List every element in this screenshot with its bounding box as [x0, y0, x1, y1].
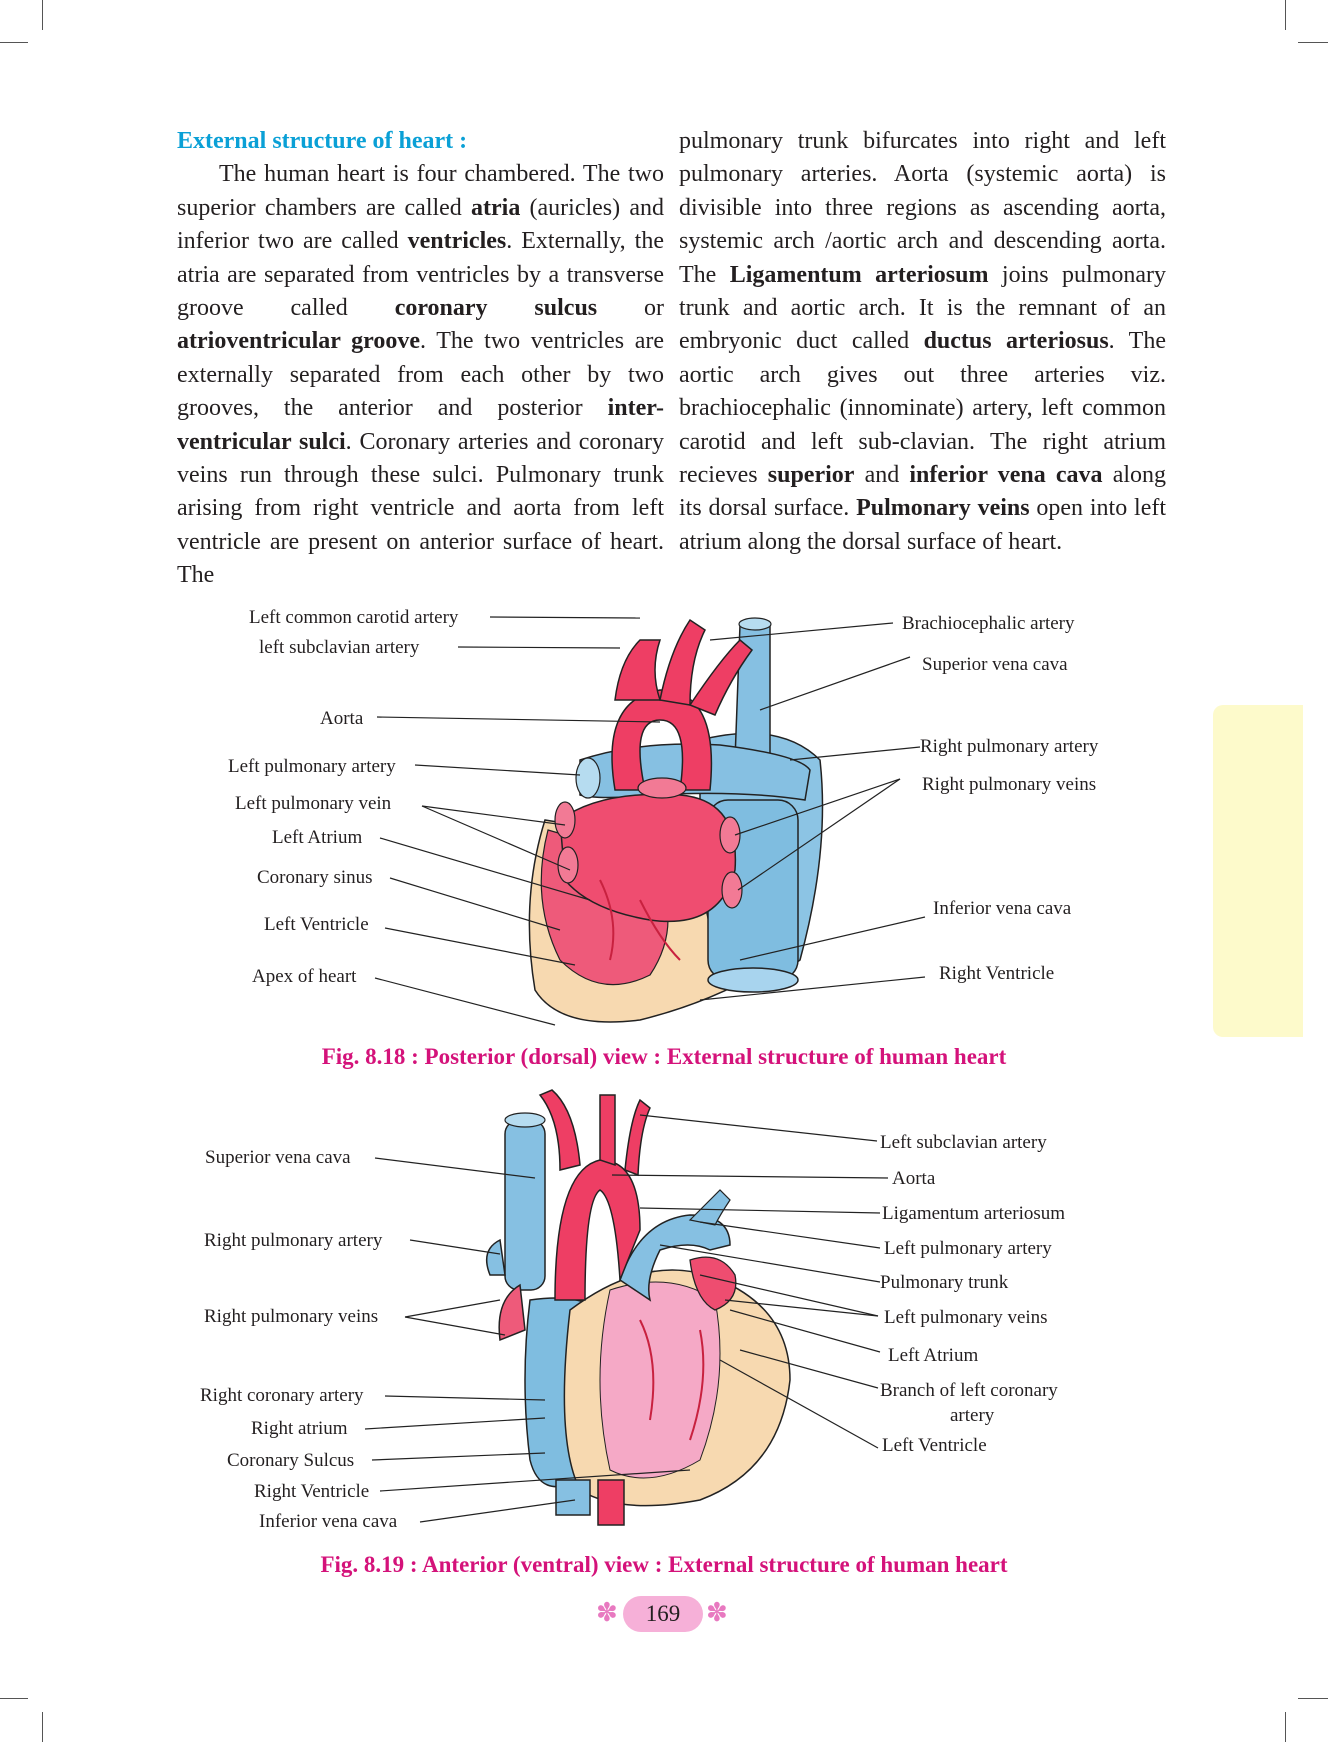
bold-term: Pulmonary veins: [856, 495, 1030, 522]
label-right-atrium: Right atrium: [251, 1418, 348, 1439]
section-heading: External structure of heart :: [177, 128, 468, 154]
label-superior-vena-cava-2: Superior vena cava: [205, 1147, 351, 1168]
label-left-common-carotid: Left common carotid artery: [249, 607, 459, 628]
bold-term: atria: [471, 194, 521, 221]
label-branch-coronary-line2: artery: [950, 1405, 995, 1426]
figure-caption-posterior: Fig. 8.18 : Posterior (dorsal) view : External structure of human heart: [321, 1044, 1007, 1069]
label-left-pulmonary-veins-2: Left pulmonary veins: [884, 1307, 1048, 1328]
label-left-subclavian-2: Left subclavian artery: [880, 1132, 1047, 1153]
label-right-ventricle: Right Ventricle: [939, 963, 1055, 984]
label-aorta: Aorta: [320, 708, 364, 729]
text-run: The human heart is four chambered. The two superior chambers are called: [177, 161, 664, 221]
text-run: . Externally, the atria are separated from ventricles by a transverse groove called: [177, 228, 664, 322]
text-run: or: [597, 295, 664, 322]
label-pulmonary-trunk: Pulmonary trunk: [880, 1272, 1009, 1293]
label-left-pulmonary-vein: Left pulmonary vein: [235, 793, 392, 814]
label-left-pulmonary-artery: Left pulmonary artery: [228, 756, 396, 777]
bold-term: ductus arteriosus: [923, 328, 1109, 355]
bold-term: ventricles: [407, 228, 507, 255]
text-run: . The two ventricles are externally separated from each other by two grooves, the anterior and posterior: [177, 328, 664, 422]
label-coronary-sulcus: Coronary Sulcus: [227, 1450, 355, 1471]
text-run: . The aortic arch gives out three arteries viz. brachiocephalic (innominate) artery, left common carotid and left sub-clavian. The right atrium recieves: [679, 328, 1166, 489]
bold-term: inferior vena cava: [909, 462, 1103, 489]
text-run: open into left atrium along the dorsal surface of heart.: [679, 495, 1167, 555]
label-left-ventricle-2: Left Ventricle: [882, 1435, 987, 1456]
label-left-pulmonary-artery-2: Left pulmonary artery: [884, 1238, 1052, 1259]
label-right-pulmonary-artery-2: Right pulmonary artery: [204, 1230, 383, 1251]
label-left-atrium-2: Left Atrium: [888, 1345, 979, 1366]
label-superior-vena-cava: Superior vena cava: [922, 654, 1068, 675]
label-apex: Apex of heart: [252, 966, 357, 987]
bold-term: coronary sulcus: [394, 295, 598, 322]
label-aorta-2: Aorta: [892, 1168, 936, 1189]
label-coronary-sinus: Coronary sinus: [257, 867, 373, 888]
text-run: . Coronary arteries and coronary veins run through these sulci. Pulmonary trunk arising from right ventricle and aorta from left ventricle are present on anterior surface of heart. The: [177, 428, 665, 589]
label-left-subclavian: left subclavian artery: [259, 637, 420, 658]
flower-ornament-icon: ✽: [706, 1598, 728, 1627]
label-right-pulmonary-veins: Right pulmonary veins: [922, 774, 1097, 795]
bold-term: inter-ventricular sulci: [177, 395, 664, 455]
label-inferior-vena-cava-2: Inferior vena cava: [259, 1511, 398, 1532]
text-run: along its dorsal surface.: [679, 462, 1167, 522]
text-run: joins pulmonary trunk and aortic arch. It is the remnant of an embryonic duct called: [679, 261, 1167, 355]
text-run: pulmonary trunk bifurcates into right and left pulmonary arteries. Aorta (systemic aorta) is divisible into three regions as ascending aorta, systemic arch /aortic arch and descending aorta. The: [679, 128, 1166, 288]
label-left-atrium: Left Atrium: [272, 827, 363, 848]
label-right-pulmonary-artery: Right pulmonary artery: [920, 736, 1099, 757]
page-number: 169: [623, 1596, 703, 1632]
flower-ornament-icon: ✽: [596, 1598, 618, 1627]
anterior-heart-illustration: [487, 1090, 790, 1525]
bold-term: atrioventricular groove: [177, 328, 421, 355]
label-branch-coronary-line1: Branch of left coronary: [880, 1380, 1058, 1401]
bold-term: Ligamentum arteriosum: [729, 261, 989, 288]
label-brachiocephalic: Brachiocephalic artery: [902, 613, 1075, 634]
label-right-ventricle-2: Right Ventricle: [254, 1481, 370, 1502]
text-run: (auricles) and inferior two are called: [177, 194, 664, 255]
label-right-pulmonary-veins-2: Right pulmonary veins: [204, 1306, 379, 1327]
label-inferior-vena-cava: Inferior vena cava: [933, 898, 1072, 919]
label-right-coronary-artery: Right coronary artery: [200, 1385, 364, 1406]
label-left-ventricle: Left Ventricle: [264, 914, 369, 935]
text-run: and: [854, 462, 910, 489]
figure-caption-anterior: Fig. 8.19 : Anterior (ventral) view : External structure of human heart: [320, 1552, 1008, 1577]
label-ligamentum: Ligamentum arteriosum: [882, 1203, 1066, 1224]
bold-term: superior: [767, 462, 855, 489]
